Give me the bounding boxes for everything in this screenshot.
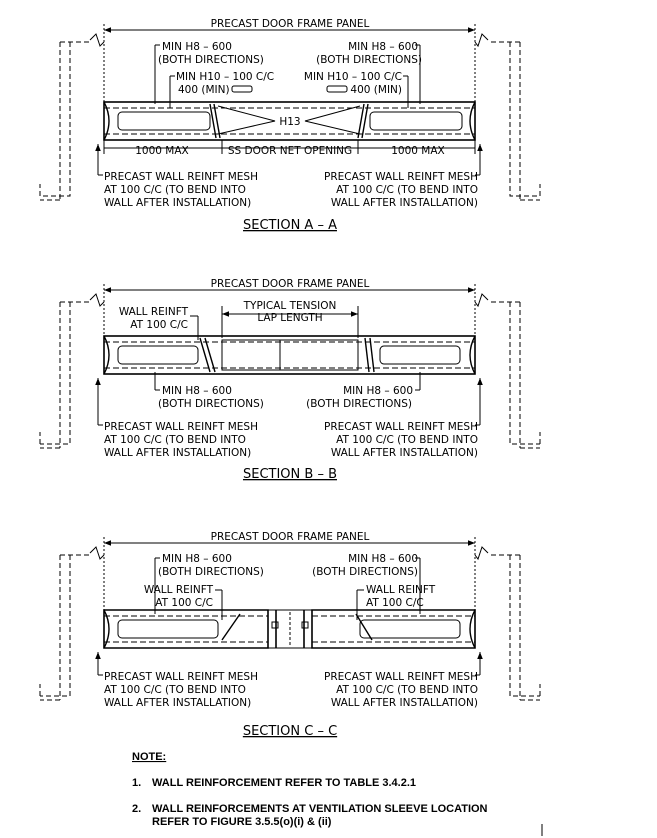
wall-right-a-1: PRECAST WALL REINFT MESH: [324, 171, 478, 183]
mesh-label-a-left: MIN H8 – 600: [162, 41, 232, 53]
panel-label-c: PRECAST DOOR FRAME PANEL: [210, 531, 370, 543]
section-b-labels: [104, 278, 478, 482]
mesh-label-c-right-2: (BOTH DIRECTIONS): [312, 566, 418, 578]
dim-right-a: 1000 MAX: [391, 145, 445, 157]
wall-right-b-2: AT 100 C/C (TO BEND INTO: [336, 434, 478, 446]
note-1-number: 1.: [132, 777, 142, 789]
wall-reinft-c-left: WALL REINFT: [143, 584, 213, 596]
bar-label-a-left: MIN H10 – 100 C/C: [176, 71, 275, 83]
wall-right-a-3: WALL AFTER INSTALLATION): [330, 197, 478, 209]
mesh-label-a-left-2: (BOTH DIRECTIONS): [158, 54, 264, 66]
wall-left-a-2: AT 100 C/C (TO BEND INTO: [104, 184, 246, 196]
wall-right-a-2: AT 100 C/C (TO BEND INTO: [336, 184, 478, 196]
bar-label-a-right: MIN H10 – 100 C/C: [303, 71, 402, 83]
bar-label-a-right-2: 400 (MIN): [350, 84, 402, 96]
bar-label-a-left-2: 400 (MIN): [178, 84, 230, 96]
panel-label-b: PRECAST DOOR FRAME PANEL: [210, 278, 370, 290]
mesh-label-c-left-2: (BOTH DIRECTIONS): [158, 566, 264, 578]
wall-reinft-b: WALL REINFT: [118, 306, 188, 318]
section-c-labels: [104, 531, 478, 739]
mesh-label-a-right: MIN H8 – 600: [348, 41, 418, 53]
wall-left-b-1: PRECAST WALL REINFT MESH: [104, 421, 258, 433]
note-title: NOTE:: [132, 751, 167, 763]
panel-label-a: PRECAST DOOR FRAME PANEL: [210, 18, 370, 30]
wall-left-b-3: WALL AFTER INSTALLATION): [104, 447, 252, 459]
wall-left-c-3: WALL AFTER INSTALLATION): [104, 697, 252, 709]
note-2-number: 2.: [132, 803, 142, 815]
dim-left-a: 1000 MAX: [135, 145, 189, 157]
mesh-label-b-left: MIN H8 – 600: [162, 385, 232, 397]
wall-reinft-c-left-2: AT 100 C/C: [155, 597, 213, 609]
wall-reinft-c-right-2: AT 100 C/C: [366, 597, 424, 609]
notes: [132, 751, 488, 828]
section-title-a: SECTION A – A: [243, 218, 337, 233]
mesh-label-b-left-2: (BOTH DIRECTIONS): [158, 398, 264, 410]
lap-label-b-2: LAP LENGTH: [257, 312, 323, 324]
section-a-labels: [104, 18, 478, 233]
wall-reinft-c-right: WALL REINFT: [366, 584, 436, 596]
note-2-text-2: REFER TO FIGURE 3.5.5(o)(i) & (ii): [152, 816, 332, 828]
lap-label-b: TYPICAL TENSION: [243, 300, 337, 312]
note-1-text: WALL REINFORCEMENT REFER TO TABLE 3.4.2.1: [152, 777, 417, 789]
dim-center-a: SS DOOR NET OPENING: [227, 145, 353, 157]
mesh-label-b-right: MIN H8 – 600: [343, 385, 413, 397]
wall-left-a-3: WALL AFTER INSTALLATION): [104, 197, 252, 209]
mesh-label-b-right-2: (BOTH DIRECTIONS): [306, 398, 412, 410]
wall-left-c-2: AT 100 C/C (TO BEND INTO: [104, 684, 246, 696]
wall-right-b-1: PRECAST WALL REINFT MESH: [324, 421, 478, 433]
section-title-c: SECTION C – C: [242, 724, 338, 739]
note-2-text: WALL REINFORCEMENTS AT VENTILATION SLEEVE LOCATION: [152, 803, 488, 815]
wall-right-c-3: WALL AFTER INSTALLATION): [330, 697, 478, 709]
wall-right-c-2: AT 100 C/C (TO BEND INTO: [336, 684, 478, 696]
wall-left-b-2: AT 100 C/C (TO BEND INTO: [104, 434, 246, 446]
section-title-b: SECTION B – B: [242, 467, 338, 482]
center-bar-label-a: H13: [279, 116, 301, 128]
mesh-label-c-right: MIN H8 – 600: [348, 553, 418, 565]
mesh-label-a-right-2: (BOTH DIRECTIONS): [316, 54, 422, 66]
wall-reinft-b-2: AT 100 C/C: [130, 319, 188, 331]
wall-right-c-1: PRECAST WALL REINFT MESH: [324, 671, 478, 683]
wall-right-b-3: WALL AFTER INSTALLATION): [330, 447, 478, 459]
wall-left-c-1: PRECAST WALL REINFT MESH: [104, 671, 258, 683]
wall-left-a-1: PRECAST WALL REINFT MESH: [104, 171, 258, 183]
mesh-label-c-left: MIN H8 – 600: [162, 553, 232, 565]
